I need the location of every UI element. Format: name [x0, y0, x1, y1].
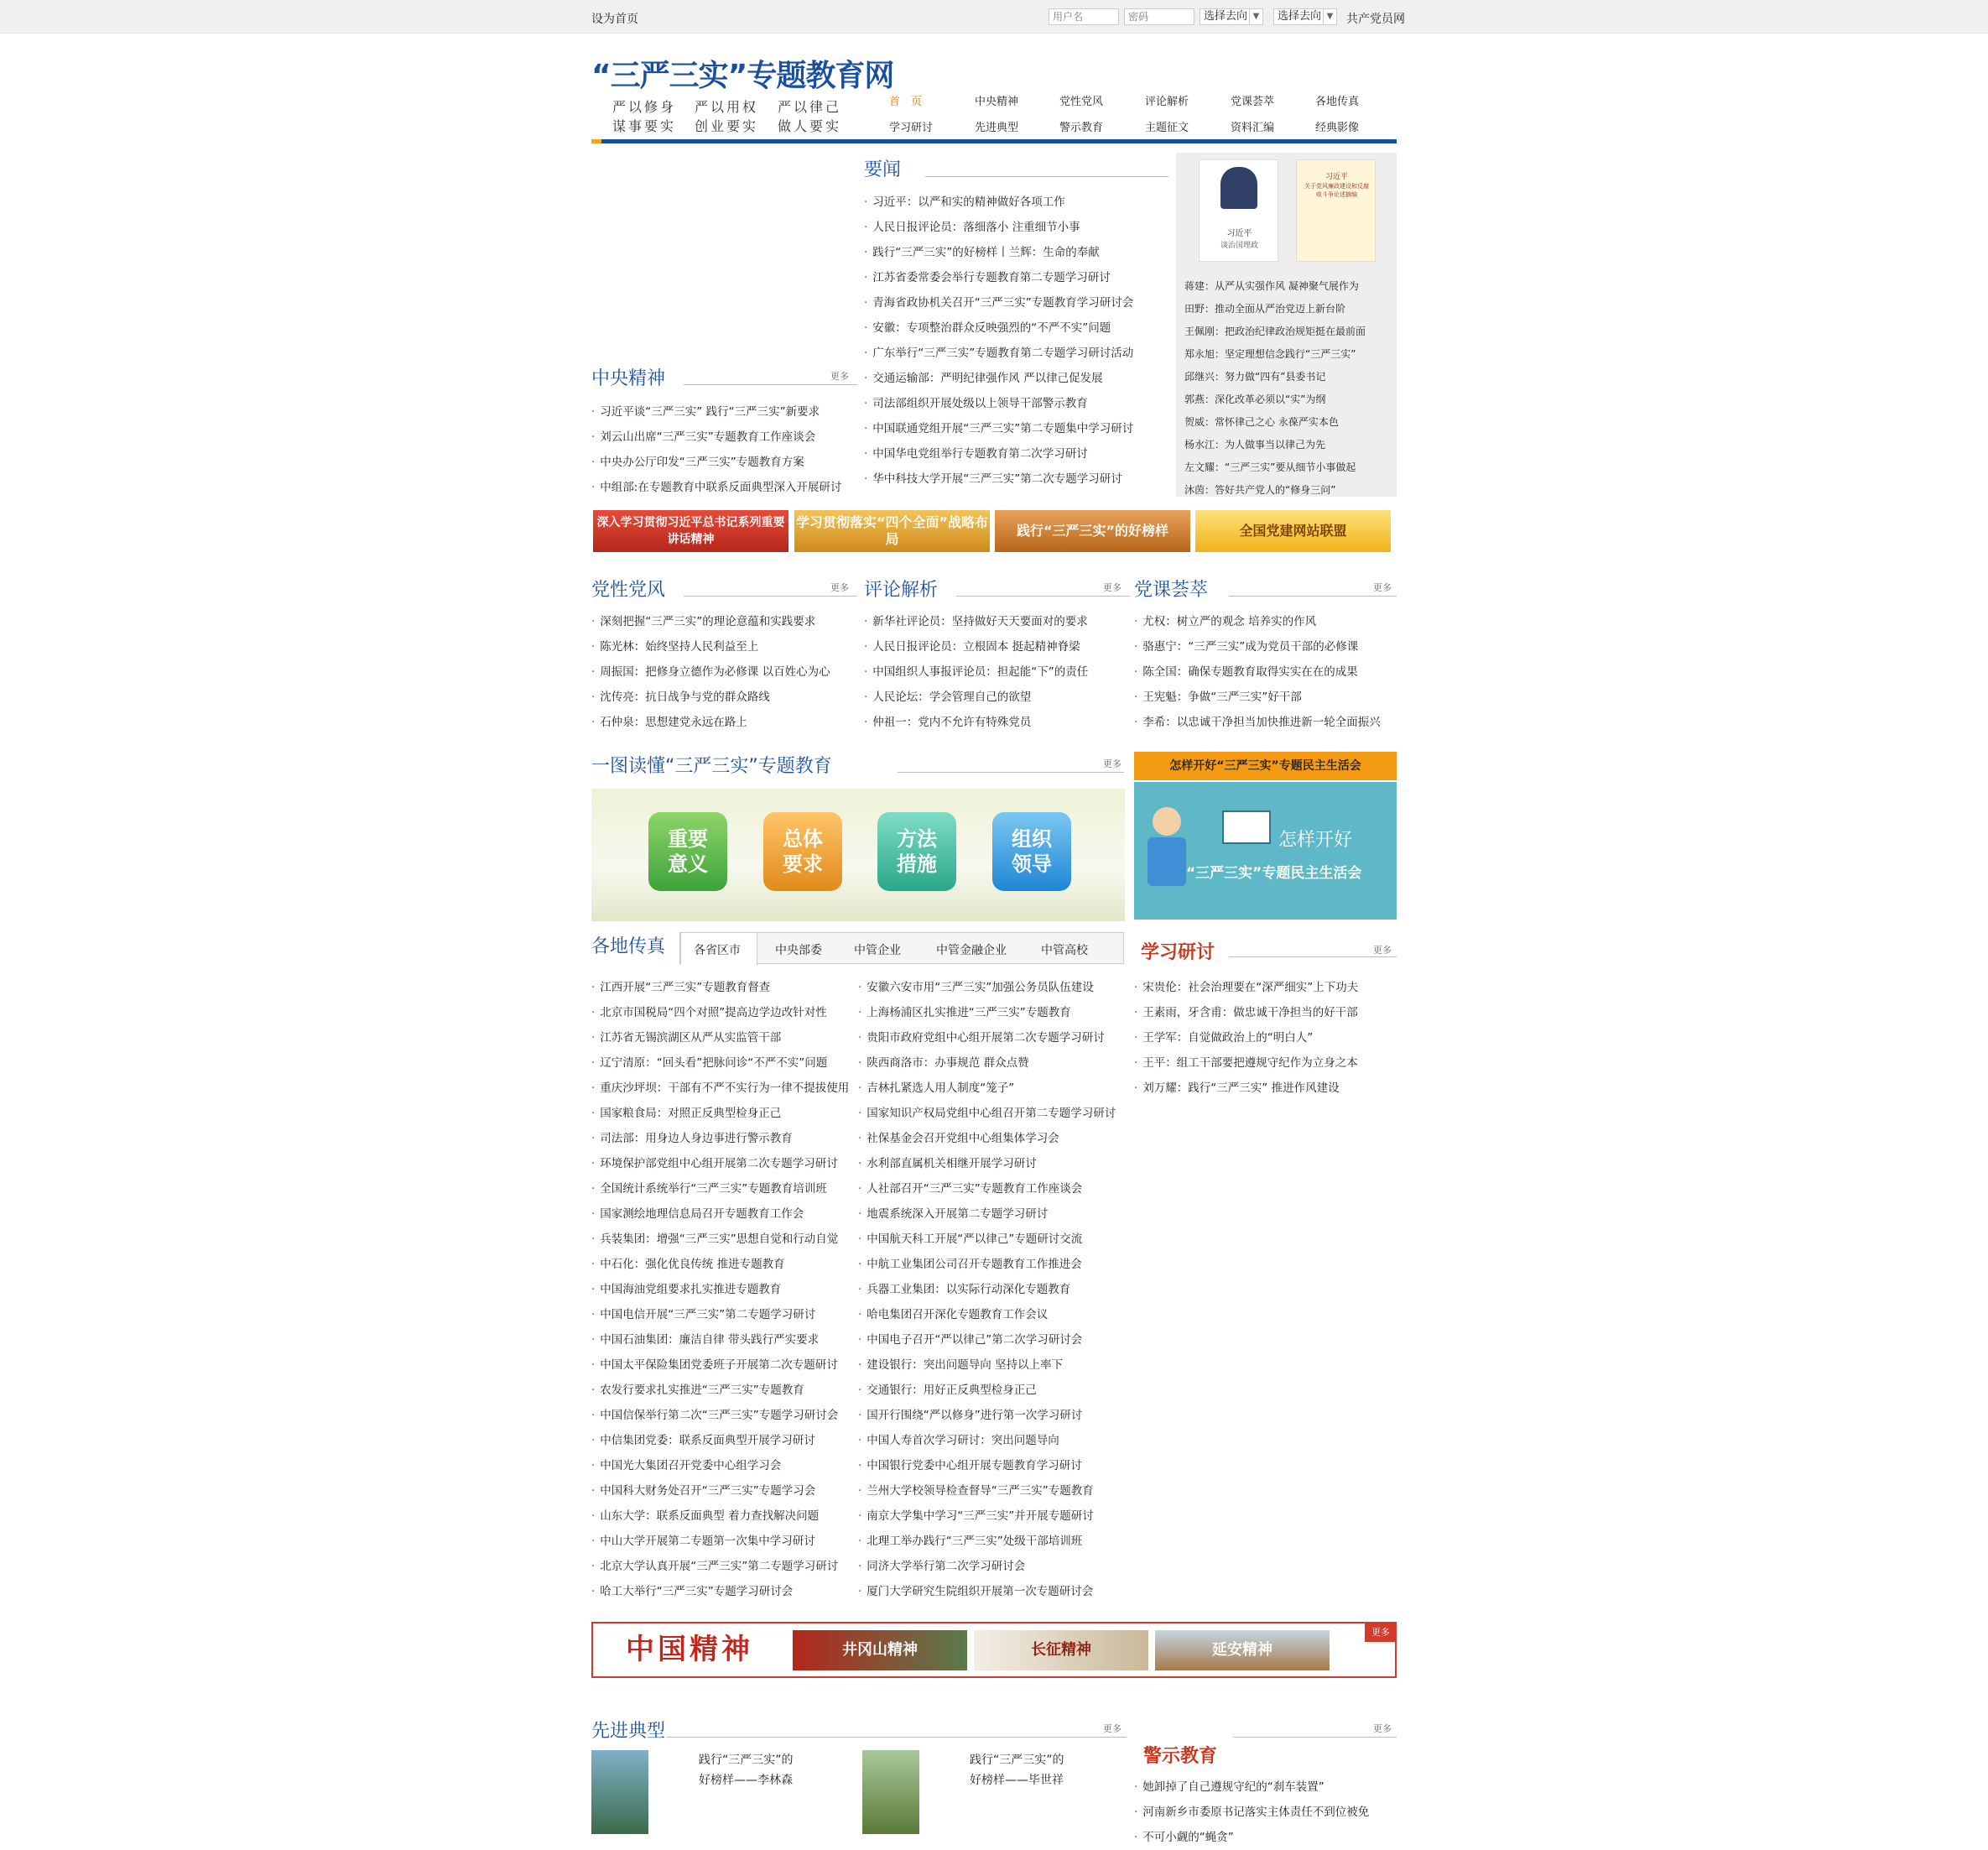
list-item[interactable]: · 李希：以忠诚干净担当加快推进新一轮全面振兴 [1134, 710, 1397, 735]
list-item[interactable]: · 中国电信开展“三严三实”第二专题学习研讨 [591, 1302, 858, 1327]
list-item[interactable]: · 中国海油党组要求扎实推进专题教育 [591, 1277, 858, 1302]
list-item[interactable]: · 践行“三严三实”的好榜样丨兰辉：生命的奉献 [864, 240, 1170, 265]
more-link[interactable]: 更多 [1373, 582, 1392, 593]
section-title-yaowen: 要闻 [864, 159, 902, 180]
list-item[interactable]: · 辽宁清原：“回头看”把脉问诊“不严不实”问题 [591, 1050, 858, 1076]
slogan-2: 严以用权 [695, 99, 759, 115]
infographic-banner[interactable] [591, 789, 1125, 921]
list-item[interactable]: 沐茵：答好共产党人的“修身三问” [1184, 484, 1336, 496]
book-cover-anti-corruption[interactable] [1296, 159, 1376, 262]
nav-classic-images[interactable]: 经典影像 [1315, 122, 1360, 134]
list-item[interactable]: · 中国电子召开“严以律己”第二次学习研讨会 [858, 1327, 1128, 1352]
document-icon [1222, 810, 1271, 844]
model-card-1-text: 践行“三严三实”的好榜样——李林森 [699, 1754, 794, 1787]
list-item[interactable]: · 尤权：树立严的观念 培养实的作风 [1134, 609, 1397, 634]
banner-good-example[interactable]: 践行“三严三实”的好榜样 [995, 510, 1190, 552]
list-item[interactable]: · 中航工业集团公司召开专题教育工作推进会 [858, 1252, 1128, 1277]
list-item[interactable]: · 贵阳市政府党组中心组开展第二次专题学习研讨 [858, 1025, 1128, 1050]
list-item[interactable]: · 中国银行党委中心组开展专题教育学习研讨 [858, 1453, 1128, 1478]
warning-list [1134, 1774, 1397, 1850]
tab-financial-enterprises[interactable]: 中管金融企业 [936, 944, 1007, 957]
banner-four-comprehensives[interactable]: 学习贯彻落实“四个全面”战略布局 [794, 510, 990, 552]
list-item[interactable]: · 中央办公厅印发“三严三实”专题教育方案 [591, 450, 856, 475]
list-item[interactable]: · 刘万耀：践行“三严三实” 推进作风建设 [1134, 1076, 1397, 1101]
yanan-spirit-link[interactable]: 延安精神 [1155, 1630, 1330, 1670]
list-item[interactable]: · 人民日报评论员：落细落小 注重细节小事 [864, 215, 1170, 240]
slogan-5: 创业要实 [695, 118, 759, 134]
more-link[interactable]: 更多 [1103, 1723, 1122, 1734]
party-lessons-list [1134, 609, 1397, 735]
destination-select-1[interactable] [1200, 8, 1263, 25]
set-home-link[interactable]: 设为首页 [591, 13, 638, 26]
list-item[interactable]: · 中山大学开展第二专题第一次集中学习研讨 [591, 1529, 858, 1554]
list-item[interactable]: · 中国信保举行第二次“三严三实”专题学习研讨会 [591, 1403, 858, 1428]
tab-central-ministries[interactable]: 中央部委 [775, 944, 822, 957]
list-item[interactable]: · 石仲泉：思想建党永远在路上 [591, 710, 856, 735]
list-item[interactable]: · 厦门大学研究生院组织开展第一次专题研讨会 [858, 1579, 1128, 1604]
democratic-life-line2: “三严三实”专题民主生活会 [1186, 865, 1362, 882]
list-item[interactable]: 杨水江：为人做事当以律己为先 [1184, 439, 1326, 451]
portrait-image [1220, 167, 1257, 209]
democratic-life-header[interactable]: 怎样开好“三严三实”专题民主生活会 [1134, 752, 1397, 780]
list-item[interactable]: · 国家测绘地理信息局召开专题教育工作会 [591, 1201, 858, 1227]
list-item[interactable]: · 安徽：专项整治群众反映强烈的“不严不实”问题 [864, 315, 1170, 341]
infographic-button-requirements[interactable]: 总体要求 [763, 812, 842, 891]
infographic-button-significance[interactable]: 重要意义 [648, 812, 727, 891]
list-item[interactable]: 王佩刚：把政治纪律政治规矩挺在最前面 [1184, 326, 1366, 337]
book-cover-governance[interactable] [1199, 159, 1278, 262]
list-item[interactable]: · 骆惠宁：“三严三实”成为党员干部的必修课 [1134, 634, 1397, 659]
list-item[interactable]: · 习近平谈“三严三实” 践行“三严三实”新要求 [591, 399, 856, 425]
username-input[interactable] [1049, 8, 1119, 25]
list-item[interactable]: · 国开行围绕“严以修身”进行第一次学习研讨 [858, 1403, 1128, 1428]
list-item[interactable]: · 深刻把握“三严三实”的理论意蕴和实践要求 [591, 609, 856, 634]
more-link[interactable]: 更多 [1103, 758, 1122, 769]
list-item[interactable]: · 司法部：用身边人身边事进行警示教育 [591, 1126, 858, 1151]
list-item[interactable]: · 吉林扎紧选人用人制度“笼子” [858, 1076, 1128, 1101]
list-item[interactable]: · 周振国：把修身立德作为必修课 以百姓心为心 [591, 659, 856, 685]
list-item[interactable]: · 全国统计系统举行“三严三实”专题教育培训班 [591, 1176, 858, 1201]
section-title-commentary: 评论解析 [864, 580, 939, 601]
slogan-6: 做人要实 [778, 118, 842, 134]
list-item[interactable]: · 兰州大学校领导检查督导“三严三实”专题教育 [858, 1478, 1128, 1503]
list-item[interactable]: · 仲祖一：党内不允许有特殊党员 [864, 710, 1128, 735]
list-item[interactable]: · 中国组织人事报评论员：担起能“下”的责任 [864, 659, 1128, 685]
list-item[interactable]: · 中石化：强化优良传统 推进专题教育 [591, 1252, 858, 1277]
list-item[interactable]: · 陕西商洛市：办事规范 群众点赞 [858, 1050, 1128, 1076]
section-title-local-news: 各地传真 [591, 936, 666, 957]
section-title-infographic: 一图读懂“三严三实”专题教育 [591, 756, 832, 777]
list-item[interactable]: · 江西开展“三严三实”专题教育督查 [591, 975, 858, 1000]
list-item[interactable]: · 青海省政协机关召开“三严三实”专题教育学习研讨会 [864, 290, 1170, 315]
leader-articles-list [1184, 275, 1366, 502]
banner-speech-spirit[interactable]: 深入学习贯彻习近平总书记系列重要讲话精神 [593, 510, 788, 552]
nav-local-news[interactable]: 各地传真 [1315, 96, 1360, 108]
list-item[interactable]: · 新华社评论员：坚持做好天天要面对的要求 [864, 609, 1128, 634]
list-item[interactable]: · 兵装集团：增强“三严三实”思想自觉和行动自觉 [591, 1227, 858, 1252]
slogan-3: 严以律己 [778, 99, 842, 115]
list-item[interactable]: · 中国航天科工开展“严以律己”专题研讨交流 [858, 1227, 1128, 1252]
more-link[interactable]: 更多 [1373, 945, 1392, 956]
list-item[interactable]: 邱继兴：努力做“四有”县委书记 [1184, 371, 1326, 383]
more-link[interactable]: 更多 [1103, 582, 1122, 593]
more-link[interactable]: 更多 [830, 582, 849, 593]
list-item[interactable]: · 宋贵伦：社会治理要在“深严细实”上下功夫 [1134, 975, 1397, 1000]
nav-divider [591, 139, 1397, 143]
banner-party-site-alliance[interactable]: 全国党建网站联盟 [1195, 510, 1391, 552]
long-march-spirit-link[interactable]: 长征精神 [974, 1630, 1148, 1670]
list-item[interactable]: · 安徽六安市用“三严三实”加强公务员队伍建设 [858, 975, 1128, 1000]
list-item[interactable]: · 王平：组工干部要把遵规守纪作为立身之本 [1134, 1050, 1397, 1076]
list-item[interactable]: · 水利部直属机关相继开展学习研讨 [858, 1151, 1128, 1176]
nav-central-spirit[interactable]: 中央精神 [975, 96, 1019, 108]
list-item[interactable]: · 不可小觑的“蝇贪” [1134, 1825, 1397, 1850]
local-news-tabs [679, 932, 1124, 964]
list-item[interactable]: · 社保基金会召开党组中心组集体学习会 [858, 1126, 1128, 1151]
list-item[interactable]: · 华中科技大学开展“三严三实”第二次专题学习研讨 [864, 466, 1170, 492]
site-logo[interactable]: “三严三实”专题教育网 [591, 59, 894, 93]
local-news-list-right [858, 975, 1128, 1604]
list-item[interactable]: · 中国太平保险集团党委班子开展第二次专题研讨 [591, 1352, 858, 1378]
list-item[interactable]: · 人民日报评论员：立根固本 挺起精神脊梁 [864, 634, 1128, 659]
select-2-value: 选择去向 [1278, 10, 1322, 23]
nav-materials[interactable]: 资料汇编 [1231, 122, 1275, 134]
list-item[interactable]: · 江苏省无锡滨湖区从严从实监管干部 [591, 1025, 858, 1050]
list-item[interactable]: · 北理工举办践行“三严三实”处级干部培训班 [858, 1529, 1128, 1554]
list-item[interactable]: · 陈全国：确保专题教育取得实实在在的成果 [1134, 659, 1397, 685]
tab-central-enterprises[interactable]: 中管企业 [854, 944, 901, 957]
yaowen-list [864, 190, 1170, 492]
china-spirit-banner [591, 1622, 1397, 1678]
list-item[interactable]: · 地震系统深入开展第二专题学习研讨 [858, 1201, 1128, 1227]
party-style-list [591, 609, 856, 735]
party-site-link[interactable]: 共产党员网 [1346, 13, 1405, 26]
china-spirit-title[interactable]: 中国精神 [593, 1623, 786, 1676]
list-item[interactable]: · 河南新乡市委原书记落实主体责任不到位被免 [1134, 1800, 1397, 1825]
list-item[interactable]: · 国家粮食局：对照正反典型检身正己 [591, 1101, 858, 1126]
list-item[interactable]: · 中国联通党组开展“三严三实”第二专题集中学习研讨 [864, 416, 1170, 441]
book1-title: 习近平 [1226, 229, 1252, 238]
list-item[interactable]: 贺威：常怀律己之心 永葆严实本色 [1184, 416, 1339, 428]
model-card-2-text: 践行“三严三实”的好榜样——毕世祥 [970, 1754, 1064, 1787]
figure-illustration [1153, 807, 1181, 836]
section-title-central-spirit: 中央精神 [591, 368, 666, 389]
list-item[interactable]: · 王素雨，牙含甫：做忠诚干净担当的好干部 [1134, 1000, 1397, 1025]
list-item[interactable]: · 中国石油集团：廉洁自律 带头践行严实要求 [591, 1327, 858, 1352]
list-item[interactable]: · 农发行要求扎实推进“三严三实”专题教育 [591, 1378, 858, 1403]
chevron-down-icon: ▼ [1249, 9, 1262, 24]
section-title-models: 先进典型 [591, 1721, 666, 1742]
list-item[interactable]: 左文耀：“三严三实”要从细节小事做起 [1184, 461, 1356, 473]
list-item[interactable]: · 王宪魁：争做“三严三实”好干部 [1134, 685, 1397, 710]
section-title-party-lessons: 党课荟萃 [1134, 580, 1209, 601]
chevron-down-icon: ▼ [1323, 9, 1336, 24]
infographic-button-measures[interactable]: 方法措施 [877, 812, 956, 891]
list-item[interactable]: · 她卸掉了自己遵规守纪的“刹车装置” [1134, 1774, 1397, 1800]
list-item[interactable]: · 交通银行：用好正反典型检身正己 [858, 1378, 1128, 1403]
list-item[interactable]: · 南京大学集中学习“三严三实”并开展专题研讨 [858, 1503, 1128, 1529]
democratic-life-line1: 怎样开好 [1278, 830, 1353, 851]
portrait-image [591, 1750, 648, 1834]
list-item[interactable]: · 哈工大举行“三严三实”专题学习研讨会 [591, 1579, 858, 1604]
slogan-4: 谋事要实 [612, 118, 677, 134]
nav-warning[interactable]: 警示教育 [1059, 122, 1104, 134]
infographic-button-leadership[interactable]: 组织领导 [992, 812, 1071, 891]
nav-commentary[interactable]: 评论解析 [1145, 96, 1189, 108]
list-item[interactable]: · 沈传亮：抗日战争与党的群众路线 [591, 685, 856, 710]
list-item[interactable]: 郑永旭：坚定理想信念践行“三严三实” [1184, 348, 1356, 360]
nav-party-style[interactable]: 党性党风 [1059, 96, 1104, 108]
list-item[interactable]: · 交通运输部：严明纪律强作风 严以律己促发展 [864, 366, 1170, 391]
password-input[interactable] [1124, 8, 1194, 25]
more-link[interactable]: 更多 [830, 371, 849, 382]
tab-provinces[interactable]: 各省区市 [694, 944, 741, 957]
commentary-list [864, 609, 1128, 735]
nav-models[interactable]: 先进典型 [975, 122, 1019, 134]
list-item[interactable]: 田野：推动全面从严治党迈上新台阶 [1184, 303, 1346, 315]
list-item[interactable]: · 中国华电党组举行专题教育第二次学习研讨 [864, 441, 1170, 466]
nav-home[interactable]: 首 页 [889, 96, 923, 108]
list-item[interactable]: · 重庆沙坪坝：干部有不严不实行为一律不提拔使用 [591, 1076, 858, 1101]
more-link[interactable]: 更多 [1373, 1723, 1392, 1734]
destination-select-2[interactable] [1273, 8, 1337, 25]
democratic-life-banner[interactable] [1134, 782, 1397, 920]
list-item[interactable]: · 陈光林：始终坚持人民利益至上 [591, 634, 856, 659]
list-item[interactable]: · 建设银行：突出问题导向 坚持以上率下 [858, 1352, 1128, 1378]
list-item[interactable]: · 兵器工业集团：以实际行动深化专题教育 [858, 1277, 1128, 1302]
book2-subtitle: 关于党风廉政建设和反腐败斗争论述摘编 [1304, 183, 1369, 198]
list-item[interactable]: · 上海杨浦区扎实推进“三严三实”专题教育 [858, 1000, 1128, 1025]
section-title-study: 学习研讨 [1141, 942, 1215, 963]
book2-title: 习近平 [1324, 173, 1348, 181]
leaders-panel [1176, 153, 1397, 497]
list-item[interactable]: · 王学军：自觉做政治上的“明白人” [1134, 1025, 1397, 1050]
model-card-1[interactable] [591, 1750, 843, 1834]
slogan-1: 严以修身 [612, 99, 677, 115]
section-title-party-style: 党性党风 [591, 580, 666, 601]
list-item[interactable]: · 江苏省委常委会举行专题教育第二专题学习研讨 [864, 265, 1170, 290]
list-item[interactable]: · 广东举行“三严三实”专题教育第二专题学习研讨活动 [864, 341, 1170, 366]
portrait-image [862, 1750, 919, 1834]
nav-party-lessons[interactable]: 党课荟萃 [1231, 96, 1275, 108]
list-item[interactable]: · 同济大学举行第二次学习研讨会 [858, 1554, 1128, 1579]
central-spirit-list [591, 399, 856, 500]
list-item[interactable]: · 中信集团党委：联系反面典型开展学习研讨 [591, 1428, 858, 1453]
section-title-warning: 警示教育 [1143, 1746, 1218, 1767]
select-1-value: 选择去向 [1204, 10, 1248, 23]
list-item[interactable]: · 北京市国税局“四个对照”提高边学边改针对性 [591, 1000, 858, 1025]
model-card-2[interactable] [862, 1750, 1114, 1834]
nav-essays[interactable]: 主题征文 [1145, 122, 1189, 134]
top-bar [0, 0, 1988, 34]
list-item[interactable]: · 北京大学认真开展“三严三实”第二专题学习研讨 [591, 1554, 858, 1579]
list-item[interactable]: · 环境保护部党组中心组开展第二次专题学习研讨 [591, 1151, 858, 1176]
list-item[interactable]: · 中组部:在专题教育中联系反面典型深入开展研讨 [591, 475, 856, 500]
list-item[interactable]: · 哈电集团召开深化专题教育工作会议 [858, 1302, 1128, 1327]
local-news-list-left [591, 975, 858, 1604]
book1-subtitle: 谈治国理政 [1220, 242, 1258, 250]
list-item[interactable]: 郭燕：深化改革必须以“实”为纲 [1184, 393, 1326, 405]
list-item[interactable]: · 中国人寿首次学习研讨：突出问题导向 [858, 1428, 1128, 1453]
list-item[interactable]: 蒋建：从严从实强作风 凝神聚气展作为 [1184, 280, 1359, 292]
study-list [1134, 975, 1397, 1101]
list-item[interactable]: · 刘云山出席“三严三实”专题教育工作座谈会 [591, 425, 856, 450]
list-item[interactable]: · 人社部召开“三严三实”专题教育工作座谈会 [858, 1176, 1128, 1201]
more-link[interactable]: 更多 [1365, 1623, 1397, 1642]
list-item[interactable]: · 中国光大集团召开党委中心组学习会 [591, 1453, 858, 1478]
tab-universities[interactable]: 中管高校 [1041, 944, 1088, 957]
list-item[interactable]: · 司法部组织开展处级以上领导干部警示教育 [864, 391, 1170, 416]
list-item[interactable]: · 习近平：以严和实的精神做好各项工作 [864, 190, 1170, 215]
list-item[interactable]: · 国家知识产权局党组中心组召开第二专题学习研讨 [858, 1101, 1128, 1126]
list-item[interactable]: · 人民论坛：学会管理自己的欲望 [864, 685, 1128, 710]
jinggangshan-spirit-link[interactable]: 井冈山精神 [793, 1630, 967, 1670]
list-item[interactable]: · 中国科大财务处召开“三严三实”专题学习会 [591, 1478, 858, 1503]
list-item[interactable]: · 山东大学：联系反面典型 着力查找解决问题 [591, 1503, 858, 1529]
nav-study[interactable]: 学习研讨 [889, 122, 934, 134]
